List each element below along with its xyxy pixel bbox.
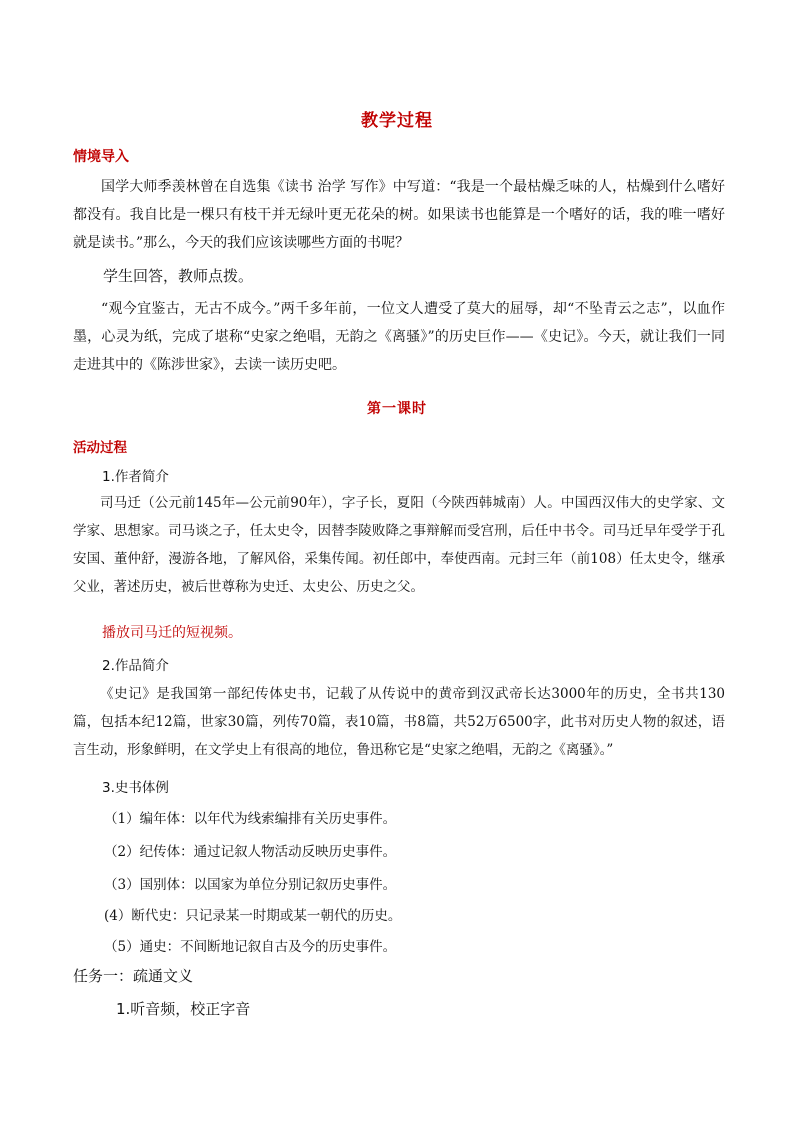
task1-heading: 任务一：疏通文义 bbox=[73, 967, 194, 985]
style-item: （1）编年体：以年代为线索编排有关历史事件。 bbox=[104, 811, 397, 827]
work-heading: 2.作品简介 bbox=[102, 658, 169, 674]
author-text: 司马迁（公元前145年—公元前90年），字子长，夏阳（今陕西韩城南）人。中国西汉伟大的史学家、文学家、思想家。司马谈之子，任太史令，因替李陵败降之事辩解而受宫刑，后任中书令。司马迁早年受学于孔安国、董仲舒，漫游各地，了解风俗，采集传闻。初任郎中，奉使西南。元封三年（前108）任太史令，继承父业，著述历史，被后世尊称为史迁、太史公、历史之父。 bbox=[73, 495, 725, 595]
lesson-title: 第一课时 bbox=[367, 401, 427, 417]
style-item: （5）通史：不间断地记叙自古及今的历史事件。 bbox=[104, 939, 397, 955]
intro-paragraph-2: 学生回答，教师点拨。 bbox=[103, 267, 254, 285]
video-note: 播放司马迁的短视频。 bbox=[102, 625, 242, 641]
style-item: (4）断代史：只记录某一时期或某一朝代的历史。 bbox=[104, 908, 402, 924]
activity-heading: 活动过程 bbox=[73, 440, 127, 456]
intro-paragraph-3: “观今宜鉴古，无古不成今。”两千多年前，一位文人遭受了莫大的屈辱，却“不坠青云之志”，以血作墨，心灵为纸，完成了堪称“史家之绝唱，无韵之《离骚》”的历史巨作——《史记》。今天，就让我们一同走进其中的《陈涉世家》，去读一读历史吧。 bbox=[73, 301, 725, 373]
intro-paragraph-1: 国学大师季羡林曾在自选集《读书 治学 写作》中写道：“我是一个最枯燥乏味的人，枯燥到什么嗜好都没有。我自比是一棵只有枝干并无绿叶更无花朵的树。如果读书也能算是一个嗜好的话，我的唯一嗜好就是读书。”那么，今天的我们应该读哪些方面的书呢？ bbox=[73, 179, 725, 251]
intro-heading: 情境导入 bbox=[73, 149, 129, 165]
author-heading: 1.作者简介 bbox=[102, 469, 169, 485]
style-item: （3）国别体：以国家为单位分别记叙历史事件。 bbox=[104, 877, 397, 893]
work-text: 《史记》是我国第一部纪传体史书，记载了从传说中的黄帝到汉武帝长达3000年的历史，全书共130篇，包括本纪12篇，世家30篇，列传70篇，表10篇，书8篇，共52万6500字，此书对历史人物的叙述，语言生动，形象鲜明，在文学史上有很高的地位，鲁迅称它是“史家之绝唱，无韵之《离骚》。” bbox=[73, 686, 725, 758]
page-title: 教学过程 bbox=[361, 111, 433, 131]
task1-step1: 1.听音频，校正字音 bbox=[116, 1000, 251, 1018]
style-heading: 3.史书体例 bbox=[102, 780, 169, 796]
style-item: （2）纪传体：通过记叙人物活动反映历史事件。 bbox=[104, 844, 397, 860]
